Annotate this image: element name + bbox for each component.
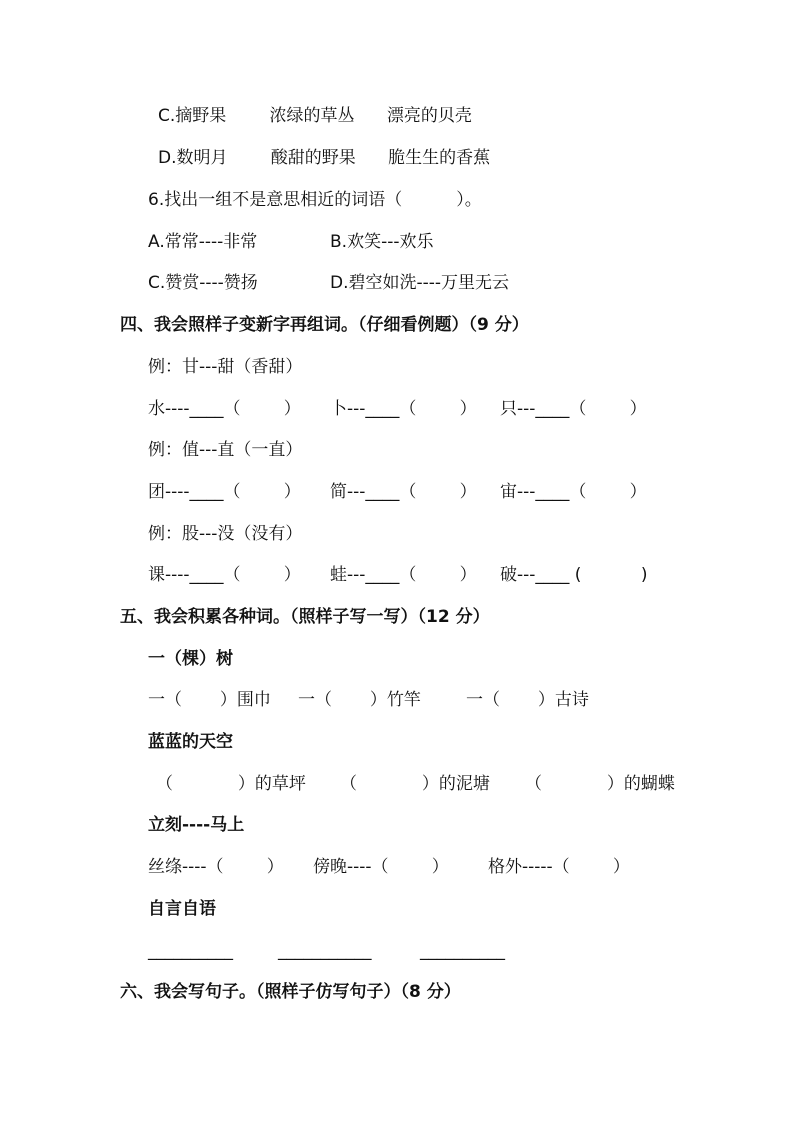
q6-option-b: B.欢笑---欢乐 <box>330 232 434 252</box>
section5-row3-item2: 傍晚----（ ） <box>313 857 449 877</box>
section5-row4-blank3: __________ <box>420 941 505 961</box>
section5-row1-item1: 一（ ）围巾 <box>148 690 271 710</box>
q6-option-c: C.赞赏----赞扬 <box>148 273 258 293</box>
section5-row4-blank1: __________ <box>148 941 233 961</box>
section4-row3-item3: 破---____ ( ) <box>500 565 648 585</box>
section4-heading: 四、我会照样子变新字再组词。（仔细看例题）（9 分） <box>120 315 529 335</box>
section5-row2-item2: （ ）的泥塘 <box>340 774 490 794</box>
section4-row2-item2: 简---____（ ） <box>330 482 477 502</box>
section5-row4-blank2: ___________ <box>278 941 372 961</box>
section5-row3-item1: 丝绦----（ ） <box>148 857 284 877</box>
q5-option-d: D.数明月 酸甜的野果 脆生生的香蕉 <box>158 148 491 168</box>
section6-heading: 六、我会写句子。（照样子仿写句子）（8 分） <box>120 982 461 1002</box>
section5-heading: 五、我会积累各种词。（照样子写一写）（12 分） <box>120 607 490 627</box>
section5-example-1: 一（棵）树 <box>148 649 233 669</box>
section4-row1-item1: 水----____（ ） <box>148 399 301 419</box>
section5-row3-item3: 格外-----（ ） <box>488 857 630 877</box>
q5-option-c: C.摘野果 浓绿的草丛 漂亮的贝壳 <box>158 106 472 126</box>
section5-example-4: 自言自语 <box>148 899 216 919</box>
section4-example-1: 例：甘---甜（香甜） <box>148 357 303 377</box>
section4-row1-item3: 只---____（ ） <box>500 399 647 419</box>
section4-row2-item1: 团----____（ ） <box>148 482 301 502</box>
section4-row3-item2: 蛙---____（ ） <box>330 565 477 585</box>
section4-row1-item2: 卜---____（ ） <box>330 399 477 419</box>
section5-row2-item1: （ ）的草坪 <box>156 774 306 794</box>
section4-row2-item3: 宙---____（ ） <box>500 482 647 502</box>
q6-question: 6.找出一组不是意思相近的词语（ ）。 <box>148 190 482 210</box>
section5-example-2: 蓝蓝的天空 <box>148 732 233 752</box>
section5-example-3: 立刻----马上 <box>148 815 245 835</box>
section5-row2-item3: （ ）的蝴蝶 <box>525 774 675 794</box>
section5-row1-item2: 一（ ）竹竿 <box>298 690 421 710</box>
q6-option-d: D.碧空如洗----万里无云 <box>330 273 510 293</box>
q6-option-a: A.常常----非常 <box>148 232 258 252</box>
section4-example-3: 例：股---没（没有） <box>148 524 303 544</box>
section4-row3-item1: 课----____（ ） <box>148 565 301 585</box>
section4-example-2: 例：值---直（一直） <box>148 440 303 460</box>
section5-row1-item3: 一（ ）古诗 <box>466 690 589 710</box>
